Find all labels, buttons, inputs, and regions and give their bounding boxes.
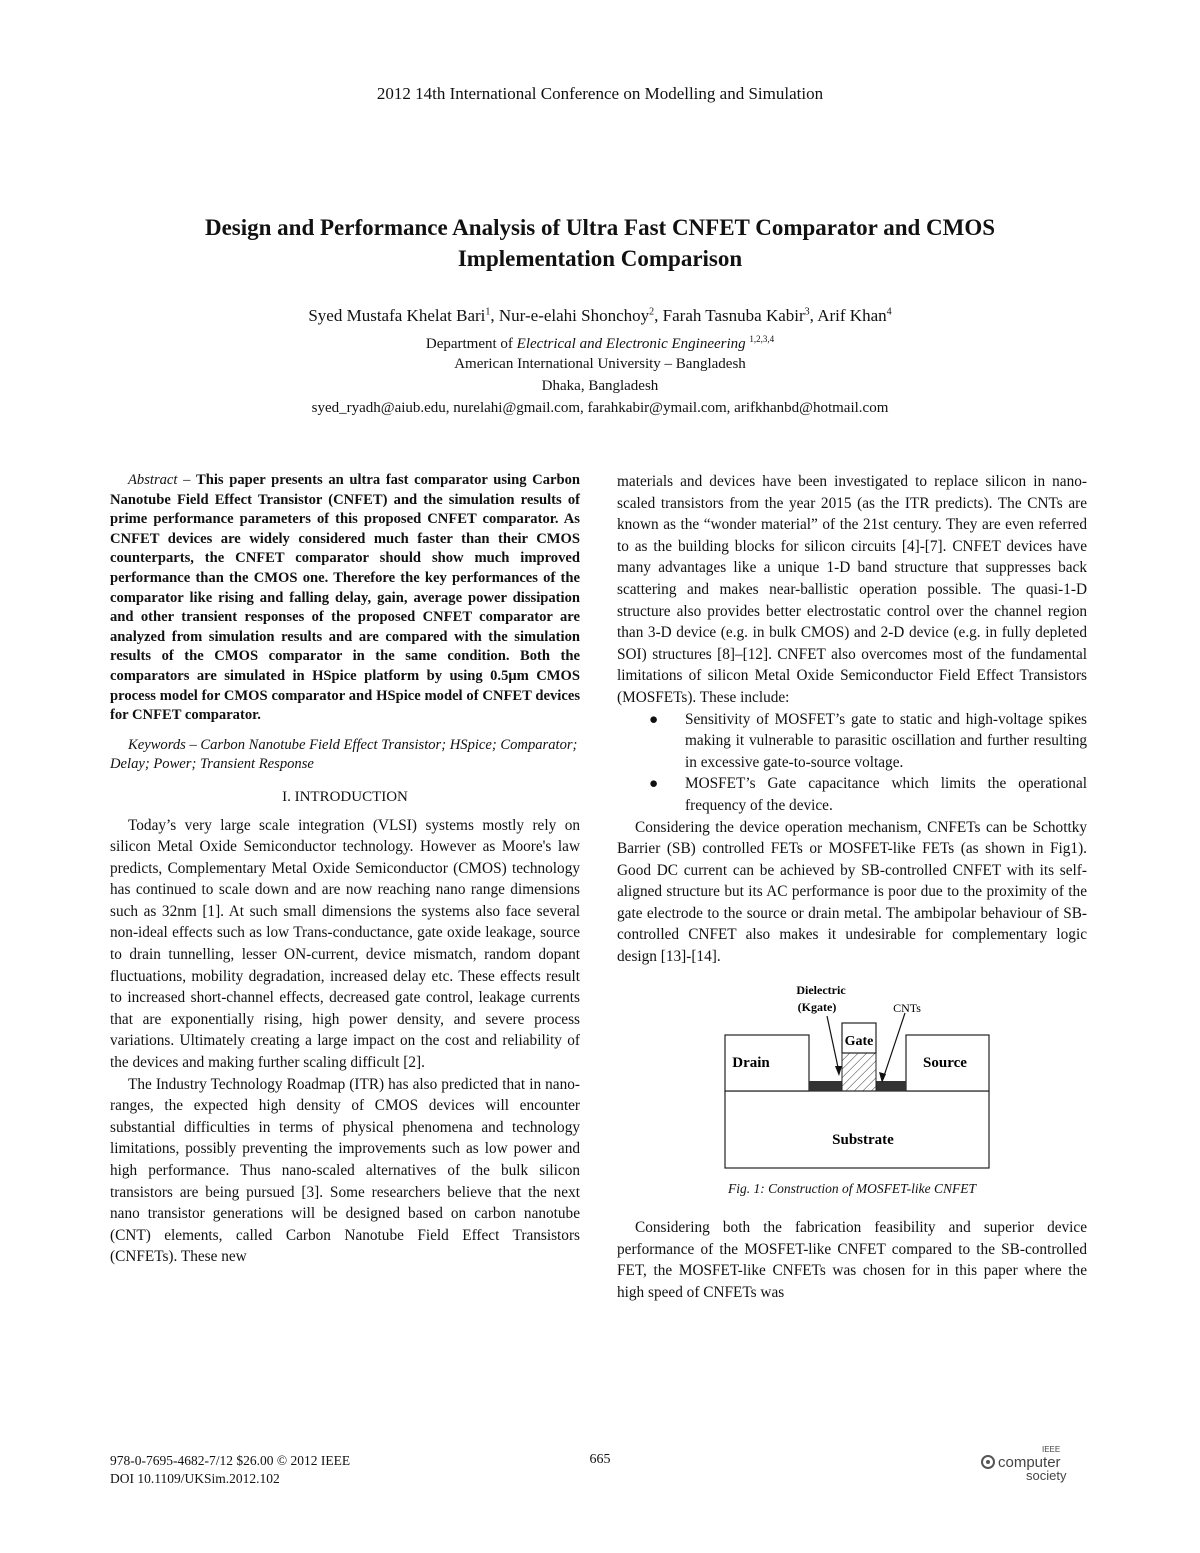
dept-name: Electrical and Electronic Engineering	[516, 336, 746, 352]
author-sup: 2	[649, 306, 655, 318]
doi-line: DOI 10.1109/UKSim.2012.102	[110, 1471, 280, 1486]
right-column	[617, 471, 1087, 1304]
abstract-text: This paper presents an ultra fast comparator using Carbon Nanotube Field Effect Transistor (CNFET) and the simulation results of prime performance parameters of this proposed CNFET comparator. As CNFET devices are widely considered much faster than their CMOS counterparts, the CNFET comparator should show much improved performance than the CMOS one. Therefore the key performances of the comparator like rising and falling delay, gain, average power dissipation and other transient responses of the proposed CNFET comparator are analyzed from simulation results and are compared with the simulation results of the CMOS comparator in the same condition. Both the comparators are simulated in HSpice platform by using 0.5μm CMOS process model for CMOS comparator and HSpice model of CNFET devices for CNFET comparator.	[110, 472, 581, 724]
left-column	[110, 471, 580, 1268]
isbn-line: 978-0-7695-4682-7/12 $26.00 © 2012 IEEE	[110, 1453, 351, 1468]
dept-prefix: Department of	[425, 336, 517, 352]
title-line-1: Design and Performance Analysis of Ultra Fast CNFET Comparator and CMOS	[204, 215, 996, 240]
list-item: ● Sensitivity of MOSFET’s gate to static and high-voltage spikes making it vulnerable to parasitic oscillation and further resulting in excessive gate-to-source voltage.	[649, 710, 1087, 771]
svg-text:computer: computer	[998, 1454, 1061, 1471]
bullet-icon: ●	[649, 710, 659, 728]
keywords: Keywords – Carbon Nanotube Field Effect Transistor; HSpice; Comparator; Delay; Power; Transient Response	[110, 736, 578, 773]
paper-title	[100, 212, 1100, 274]
department	[0, 334, 1200, 353]
source-label: Source	[923, 1054, 967, 1071]
author-emails: syed_ryadh@aiub.edu, nurelahi@gmail.com, farahkabir@ymail.com, arifkhanbd@hotmail.com	[311, 400, 889, 416]
paragraph: The Industry Technology Roadmap (ITR) has also predicted that in nano-ranges, the expected high density of CMOS devices will encounter substantial difficulties in terms of physical phenomena and technology limitations, possibly preventing the improvements such as low power and high performance. Thus nano-scaled alternatives of the bulk silicon transistors are being pursued [3]. Some researchers believe that the next nano transistor generations will be designed based on carbon nanotube (CNT) elements, called Carbon Nanotube Field Effect Transistors (CNFETs). These new	[110, 1075, 580, 1266]
drain-label: Drain	[732, 1054, 770, 1071]
figure-cnfet-diagram	[617, 980, 1087, 1176]
section-heading: I. INTRODUCTION	[282, 788, 408, 805]
dielectric-arrow	[827, 1016, 839, 1072]
cnts-label: CNTs	[893, 1000, 921, 1015]
university: American International University – Bangladesh	[454, 356, 746, 372]
author-sup: 4	[886, 306, 892, 318]
title-line-2: Implementation Comparison	[457, 246, 743, 271]
dielectric-layer	[842, 1053, 876, 1091]
cnts-arrow	[883, 1013, 905, 1079]
bullet-icon: ●	[649, 775, 659, 793]
paragraph: Considering the device operation mechanism, CNFETs can be Schottky Barrier (SB) controlled FETs or MOSFET-like FETs (as shown in Fig1). Good DC current can be achieved by SB-controlled CNFET with its self-aligned structure but its AC performance is poor due to the proximity of the gate electrode to the source or drain metal. The ambipolar behaviour of SB-controlled CNFET also makes it undesirable for complementary logic design [13]-[14].	[617, 818, 1087, 966]
conference-header: 2012 14th International Conference on Modelling and Simulation	[376, 84, 824, 103]
svg-text:IEEE: IEEE	[1042, 1445, 1061, 1454]
dielectric-arrowhead	[835, 1066, 842, 1076]
gate-label: Gate	[844, 1033, 874, 1049]
paragraph: Considering both the fabrication feasibility and superior device performance of the MOSFET-like CNFET compared to the SB-controlled FET, the MOSFET-like CNFETs was chosen for in this paper where the high speed of CNFETs was	[617, 1219, 1087, 1302]
author-name: Syed Mustafa Khelat Bari	[308, 306, 486, 325]
city: Dhaka, Bangladesh	[541, 378, 659, 394]
list-item: ● MOSFET’s Gate capacitance which limits the operational frequency of the device.	[649, 775, 1087, 814]
cnt-channel-left	[809, 1081, 842, 1091]
paragraph: Today’s very large scale integration (VLSI) systems mostly rely on silicon Metal Oxide Semiconductor technology. However as Moore's law predicts, Complementary Metal Oxide Semiconductor (CMOS) technology has continued to scale down and are now reaching nano range dimensions such as 32nm [1]. At such small dimensions the systems also face several non-ideal effects such as low Trans-conductance, gate oxide leakage, source to drain tunnelling, lesser ON-current, device mismatch, random dopant fluctuations, mobility degradation, increased delay etc. These effects result to increased short-channel effects, decreased gate control, leakage currents that are exponentially rising, high power density, and severe process variations. Ultimately creating a large impact on the cost and reliability of the devices and making further scaling difficult [2].	[110, 816, 580, 1072]
substrate-block	[725, 1091, 989, 1168]
cnt-channel-right	[876, 1081, 906, 1091]
kgate-label: (Kgate)	[797, 999, 837, 1014]
author-name: Arif Khan	[817, 306, 887, 325]
author-name: Nur-e-elahi Shonchoy	[498, 306, 650, 325]
author-list: Syed Mustafa Khelat Bari$^1$, Nur-e-elahi Shonchoy$^2$, Farah Tasnuba Kabir$^3$, Arif Khan$^4$	[308, 306, 892, 325]
abstract	[110, 471, 580, 726]
author-name: Farah Tasnuba Kabir	[662, 306, 805, 325]
abstract-label: Abstract –	[128, 472, 191, 488]
dept-sup: 1,2,3,4	[749, 334, 775, 344]
ieee-computer-society-logo	[976, 1442, 1086, 1484]
cnfet-diagram	[617, 980, 1087, 1176]
page-number: 665	[589, 1452, 611, 1467]
svg-text:society: society	[1026, 1468, 1067, 1483]
figure-caption: Fig. 1: Construction of MOSFET-like CNFET	[728, 1180, 976, 1196]
author-sup: 3	[804, 306, 810, 318]
dielectric-label: Dielectric	[796, 982, 846, 997]
bullet-list	[617, 709, 1087, 817]
author-sup: 1	[485, 306, 491, 318]
paragraph: materials and devices have been investigated to replace silicon in nano-scaled transistors from the year 2015 (as the ITR predicts). The CNTs are known as the “wonder material” of the 21st century. They are even referred to as the building blocks for silicon circuits [4]-[7]. CNFET devices have many advantages like a unique 1-D band structure that suppresses back scattering and makes near-ballistic operation possible. The quasi-1-D structure also provides better electrostatic control over the channel region than 3-D device (e.g. in bulk CMOS) and 2-D device (e.g. in fully depleted SOI) structures [8]–[12]. CNFET also overcomes most of the fundamental limitations of silicon Metal Oxide Semiconductor Field Effect Transistors (MOSFETs). These include:	[617, 473, 1087, 706]
substrate-label: Substrate	[832, 1131, 894, 1148]
